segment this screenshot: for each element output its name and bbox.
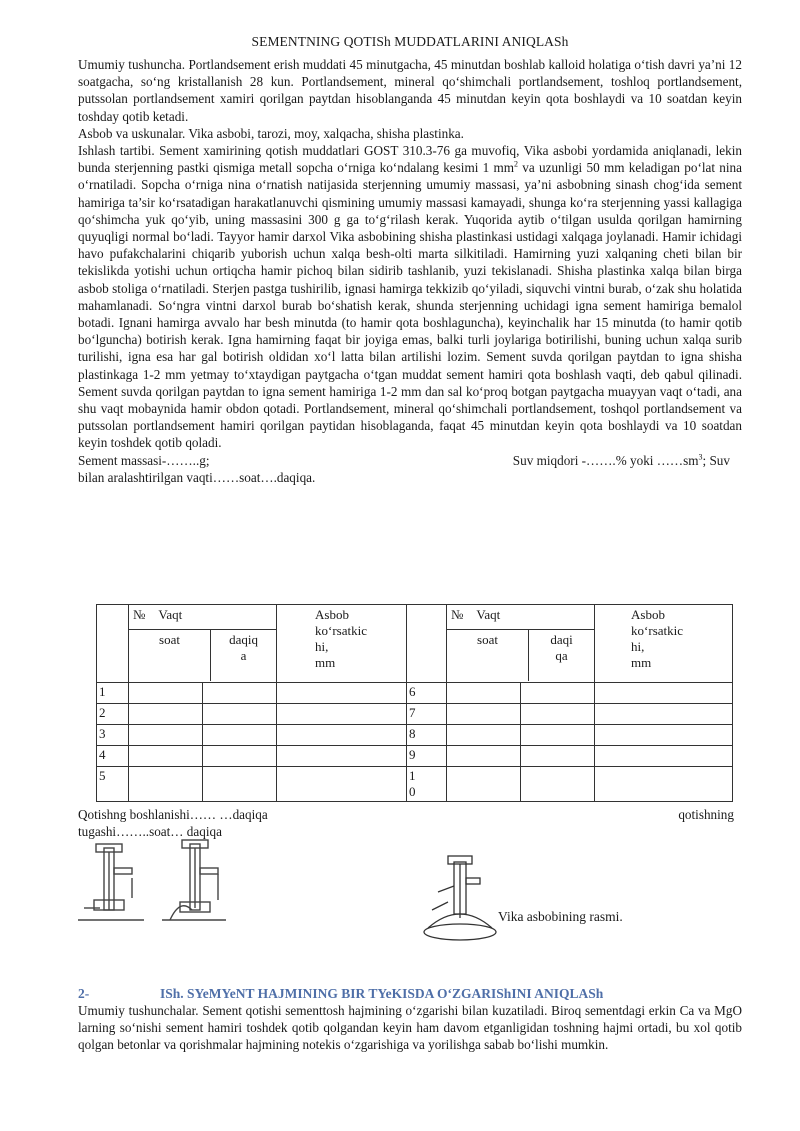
paragraph-general: Umumiy tushuncha. Portlandsement erish muddati 45 minutgacha, 45 minutdan boshlab kalloid holatiga o‘tish davri ya’ni 12 soatgacha, so‘ng kristallanish 28 kun. Portlandsement, mineral qo‘shimchali portlandsement, toshloq portlandsement, putssolan portlandsement xamiri qorilgan paytdan hisoblanganda 45 minutdan keyin qota boshlaydi va 10 soatdan keyin toshday qotib ketadi.: [78, 57, 742, 124]
cell-daqiqa-right: [521, 746, 595, 767]
header-no-vaqt-right: [447, 605, 594, 629]
cell-asbob-right: [595, 725, 733, 746]
cell-soat-left: [129, 746, 203, 767]
start-label: Qotishng boshlanishi…… …daqiqa: [78, 807, 268, 822]
document-body: [78, 34, 742, 486]
header-time-right: [447, 605, 595, 683]
header-asbob-right: [595, 605, 733, 683]
cell-daqiqa-right: [521, 704, 595, 725]
cell-asbob-right: [595, 683, 733, 704]
vicat-apparatus-sketch-icon: [74, 838, 234, 924]
section-2-text: Umumiy tushunchalar. Sement qotishi sementtosh hajmining o‘zgarishi bilan kuzatiladi. Biroq sementdagi erkin Ca va MgO larning so‘nishi sement hamiri toshdek qotib qolgandan keyin ham davom etganligidan toshning hajmi ortadi, bu xol qotib qolgan betonlar va qorishmalar hajmining notekis o‘zgarishiga va yorilishga sabab bo‘lishi mumkin.: [78, 1003, 742, 1053]
cell-soat-right: [447, 683, 521, 704]
table-row: [97, 746, 733, 767]
vaqt-label: Vaqt: [158, 607, 183, 622]
end-label-b: tugashi……..soat… daqiqa: [78, 824, 222, 840]
procedure-text-b: va uzunligi 50 mm keladigan po‘lat nina o‘rnatiladi. Sopcha o‘rniga nina o‘rnatish natijasida sterjenning umumiy massasi, ya’ni asbobning sinash chog‘ida sement hamiriga ta’sir ko‘rsatadigan harakatlanuvchi qismining umumiy massasi kamayadi, shunga ko‘ra sterjenning yassi kallagiga qo‘shimcha yuk qo‘yib, uning massasini 300 g ga to‘g‘rilash kerak. Yuqorida aytib o‘tilgan usulda qorilgan hamirning quyuqligi normal bo‘ladi. Tayyor hamir darxol Vika asbobining shisha plastinkasi ustidagi xalqaga joylanadi. Hamir ichidagi havo pufakchalarini chiqarib yuborish uchun xalqa besh-olti marta silkitiladi. Hamirning yuzi xalqaning cheti bilan bir tekislikda yotishi uchun ortiqcha hamir pichoq bilan sidirib tashlanib, yuzi tekislanadi. Shisha plastinka xalqa bilan birga asbob stoliga o‘rnatiladi. Sterjen pastga tushirilib, ignasi hamirga tekkizib qo‘yiladi, siquvchi vintni burab, o‘zak shu holatida mahamlanadi. So‘ngra vintni darxol burab bo‘shatish kerak, shunda sterjenning uchidagi igna sement hamiriga bemalol botadi. Ignani hamirga avvalo har besh minutda (to hamir qota boshlaguncha), keyinchalik har 15 minutda (to hamir qotib bo‘lguncha) botirish kerak. Igna hamirning faqat bir joyiga emas, balki turli joylariga botirilishi, buning uchun xalqa surib turilishi, igna esa har gal botirish oldidan xo‘l latta bilan artilishi lozim. Sement suvda qorilgan paytdan to igna shisha plastinkaga 1-2 mm yetmay to‘xtaydigan paytgacha o‘tgan muddat sement hamiri qota boshlash vaqti, deb qabul qilinadi. Sement suvda qorilgan paytdan to igna sement hamiriga 1-2 mm dan sal ko‘proq botgan paytgacha muayyan vaqt o‘tadi, ana shu vaqt mobaynida hamir obdon qotadi. Portlandsement, mineral qo‘shimchali portlandsement, toshqol portlandsement va putssolan portlandsement hamiri qorilgan paytidan hisoblaganda, faqat 45 minutdan keyin qota boshlaydi va 10 soatdan keyin toshdek qotib qoladi.: [78, 160, 742, 451]
asbob-label-right: Asbob ko‘rsatkic hi,: [631, 607, 684, 654]
paragraph-equipment: Asbob va uskunalar. Vika asbobi, tarozi, moy, xalqacha, shisha plastinka.: [78, 125, 464, 141]
mass-label: Sement massasi-……..g;: [78, 452, 210, 468]
daqiqa-part-2: a: [240, 648, 247, 663]
cell-asbob-right: [595, 767, 733, 802]
cell-daqiqa-right: [521, 767, 595, 802]
start-end-line: [78, 806, 742, 823]
row-number-right: 1 0: [407, 767, 447, 802]
row-number-left: 2: [97, 704, 129, 725]
no-label-right: №: [451, 607, 464, 622]
water-tail: ; Suv: [702, 452, 730, 468]
cell-asbob-right: [595, 746, 733, 767]
cell-soat-left: [129, 683, 203, 704]
table-row: [97, 704, 733, 725]
cell-asbob-left: [277, 746, 407, 767]
section-2: [78, 986, 742, 1054]
cell-soat-left: [129, 767, 203, 802]
daqiqa-label-left: [211, 630, 276, 681]
cell-soat-left: [129, 725, 203, 746]
soat-label-right: soat: [447, 630, 529, 681]
cell-daqiqa-left: [203, 725, 277, 746]
soat-label-left: soat: [129, 630, 211, 681]
daqiqa-r-part-1: daqi: [550, 632, 573, 647]
row-number-left: 3: [97, 725, 129, 746]
row-number-left: 5: [97, 767, 129, 802]
cell-asbob-left: [277, 704, 407, 725]
row-number-right: 7: [407, 704, 447, 725]
procedure-sup: 2: [514, 159, 519, 169]
cell-daqiqa-left: [203, 683, 277, 704]
cell-soat-right: [447, 704, 521, 725]
mix-time-line: bilan aralashtirilgan vaqti……soat….daqiqa.: [78, 469, 316, 485]
daqiqa-r-part-2: qa: [555, 648, 568, 663]
result-lines: [78, 806, 742, 840]
cell-daqiqa-left: [203, 704, 277, 725]
cell-soat-right: [447, 725, 521, 746]
vaqt-label-right: Vaqt: [476, 607, 501, 622]
table-row: [97, 683, 733, 704]
mass-water-line: [78, 452, 742, 469]
cell-daqiqa-right: [521, 683, 595, 704]
no-label: №: [133, 607, 146, 622]
vicat-apparatus-figure-right: [418, 852, 502, 949]
cell-daqiqa-left: [203, 767, 277, 802]
table-row: [97, 767, 733, 802]
cell-soat-left: [129, 704, 203, 725]
water-sup: 3: [698, 452, 703, 462]
row-number-left: 4: [97, 746, 129, 767]
daqiqa-label-right: [529, 630, 594, 681]
cell-asbob-left: [277, 767, 407, 802]
header-no-vaqt-left: [129, 605, 276, 629]
row-number-right: 8: [407, 725, 447, 746]
cell-soat-right: [447, 746, 521, 767]
daqiqa-part-1: daqiq: [229, 632, 258, 647]
vicat-apparatus-drawing-icon: [418, 852, 502, 944]
asbob-label-left: Asbob ko‘rsatkic hi,: [315, 607, 367, 654]
row-number-left: 1: [97, 683, 129, 704]
header-left-block: [97, 605, 129, 683]
water-label: Suv miqdori -…….% yoki ……sm: [512, 452, 699, 468]
cell-asbob-right: [595, 704, 733, 725]
table-body: [97, 683, 733, 802]
table-row: [97, 725, 733, 746]
row-number-right: 6: [407, 683, 447, 704]
header-right-block: [407, 605, 447, 683]
cell-soat-right: [447, 767, 521, 802]
header-asbob-left: [277, 605, 407, 683]
figure-caption: Vika asbobining rasmi.: [498, 909, 623, 924]
mm-label-left: mm: [315, 655, 336, 670]
section-2-title: ISh. SYeMYeNT HAJMINING BIR TYeKISDA O‘ZGARIShINI ANIQLASh: [160, 986, 604, 1001]
section-2-heading: [78, 986, 742, 1002]
vicat-apparatus-figures-left: [74, 838, 234, 929]
cell-daqiqa-right: [521, 725, 595, 746]
timing-table: [96, 604, 733, 802]
page-title: SEMENTNING QOTISh MUDDATLARINI ANIQLASh: [251, 34, 569, 49]
mm-label-right: mm: [631, 655, 652, 670]
cell-daqiqa-left: [203, 746, 277, 767]
water-label-wrap: [513, 452, 730, 469]
row-number-right: 9: [407, 746, 447, 767]
end-label-a: qotishning: [678, 807, 734, 822]
header-time-left: [129, 605, 277, 683]
cell-asbob-left: [277, 683, 407, 704]
paragraph-procedure: [78, 142, 742, 452]
cell-asbob-left: [277, 725, 407, 746]
section-2-number: 2-: [78, 986, 90, 1001]
procedure-text-a: Ishlash tartibi. Sement xamirining qotish muddatlari GOST 310.3-76 ga muvofiq, Vika asbobi yordamida aniqlanadi, lekin bunda sterjenning pastki qismiga metall sopcha o‘rniga ko‘ndalang kesimi 1 mm: [78, 143, 742, 176]
